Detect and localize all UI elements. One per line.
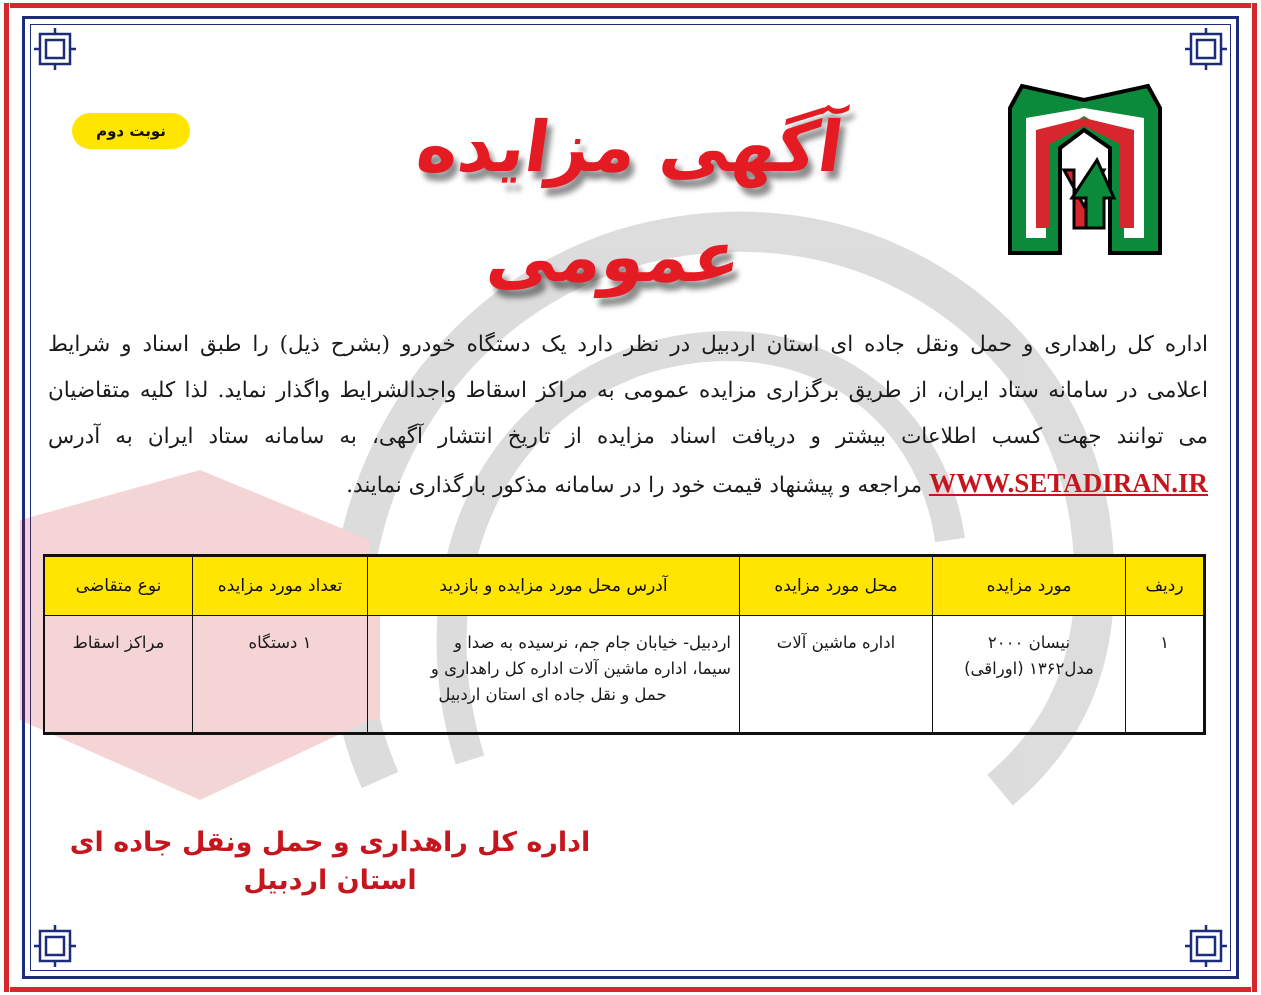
- second-publication-badge: نوبت دوم: [72, 113, 190, 149]
- table-row: [45, 616, 1204, 733]
- issuer-line: استان اردبیل: [243, 865, 417, 896]
- cell-address: [368, 616, 740, 733]
- issuer-signature: [60, 824, 600, 900]
- column-header-count: تعداد مورد مزایده: [193, 557, 368, 616]
- cell-address-line: اردبیل- خیابان جام جم، نرسیده به صدا و: [454, 633, 731, 652]
- issuer-line: اداره کل راهداری و حمل ونقل جاده ای: [69, 827, 591, 858]
- frame-red-bottom: [10, 987, 1251, 992]
- cell-row-number: ۱: [1126, 616, 1204, 733]
- column-header-applicant-type: نوع متقاضی: [45, 557, 193, 616]
- column-header-item-location: محل مورد مزایده: [740, 557, 933, 616]
- frame-corner-ornament: [1185, 28, 1227, 70]
- frame-red-top: [10, 3, 1251, 8]
- setadiran-url-link[interactable]: WWW.SETADIRAN.IR: [928, 468, 1208, 498]
- cell-auction-item: [933, 616, 1126, 733]
- table-header-row: [45, 557, 1204, 616]
- cell-address-line: حمل و نقل جاده ای استان اردبیل: [438, 685, 667, 704]
- column-header-row-number: ردیف: [1126, 557, 1204, 616]
- notice-body: [48, 322, 1208, 506]
- frame-corner-ornament: [1185, 925, 1227, 967]
- frame-red-right: [1252, 3, 1257, 992]
- column-header-address: آدرس محل مورد مزایده و بازدید: [368, 557, 740, 616]
- frame-red-left: [4, 3, 9, 992]
- frame-corner-ornament: [34, 28, 76, 70]
- cell-count: ۱ دستگاه: [193, 616, 368, 733]
- cell-applicant-type: مراکز اسقاط: [45, 616, 193, 733]
- cell-item-name: نیسان ۲۰۰۰: [987, 633, 1071, 652]
- body-line: اداره کل راهداری و حمل ونقل جاده ای استان اردبیل در نظر دارد یک دستگاه خودرو (بشرح ذیل) را طبق اسناد و شرایط: [48, 332, 1208, 357]
- cell-address-line: سیما، اداره ماشین آلات اداره کل راهداری و: [430, 659, 731, 678]
- body-line: اعلامی در سامانه ستاد ایران، از طریق برگزاری مزایده عمومی به مراکز اسقاط واجدالشرایط واگذار نماید. لذا کلیه متقاضیان: [48, 378, 1208, 403]
- cell-item-location: اداره ماشین آلات: [740, 616, 933, 733]
- notice-title: آگهی مزایده عمومی: [411, 106, 849, 298]
- auction-table: [43, 554, 1206, 735]
- body-line-with-url: [48, 460, 1208, 506]
- frame-corner-ornament: [34, 925, 76, 967]
- body-line-rest: مراجعه و پیشنهاد قیمت خود را در سامانه مذکور بارگذاری نمایند.: [346, 473, 923, 498]
- road-maintenance-logo: [1002, 78, 1168, 261]
- column-header-auction-item: مورد مزایده: [933, 557, 1126, 616]
- body-line: می توانند جهت کسب اطلاعات بیشتر و دریافت اسناد مزایده از تاریخ انتشار آگهی، به سامانه ستاد ایران به آدرس: [48, 424, 1208, 449]
- cell-item-model: مدل۱۳۶۲ (اوراقی): [964, 659, 1094, 678]
